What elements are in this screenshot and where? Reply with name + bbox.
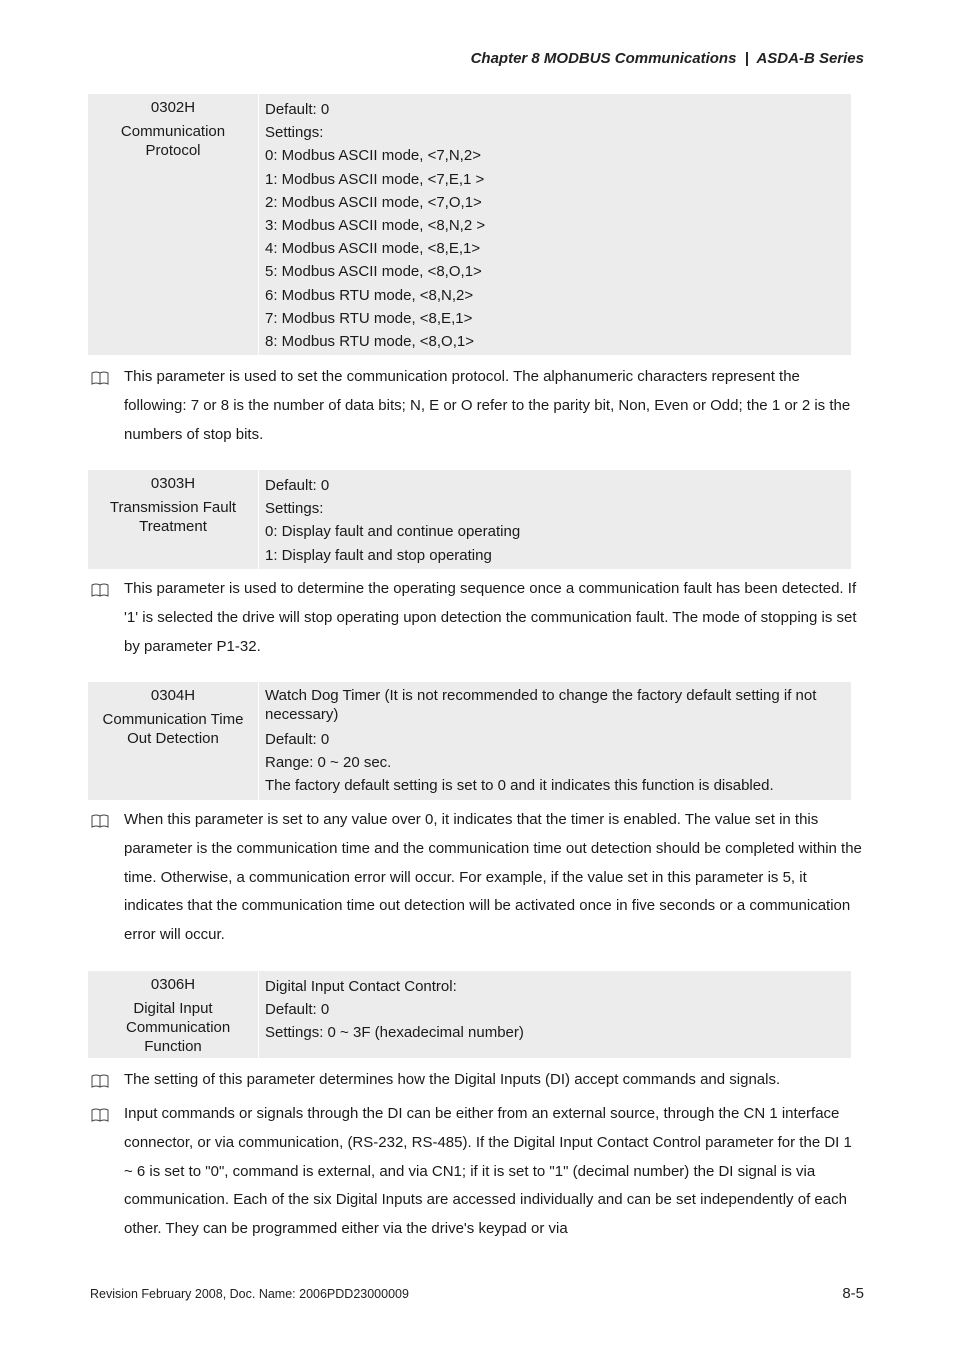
note-text: This parameter is used to determine the operating sequence once a communication fault has been detected. If '1' is selected the drive will stop operating upon detection the communication fault. The mode of stopping is set by parameter P1-32. [124,580,857,655]
setting-line: 3: Modbus ASCII mode, <8,N,2 > [265,217,486,235]
note-0303h [88,575,863,661]
setting-line: 0: Display fault and continue operating [265,523,521,541]
setting-line: The factory default setting is set to 0 and it indicates this function is disabled. [265,777,774,795]
param-name: Communication Protocol [120,123,226,159]
setting-line: 4: Modbus ASCII mode, <8,E,1> [265,240,481,258]
param-table-0306h [88,971,851,1058]
param-name: Communication Time Out Detection [102,711,244,747]
param-name: Digital Input Communication Function [126,1000,231,1055]
note-0306h-a [88,1066,863,1095]
param-table-0304h [88,682,851,800]
setting-line: Default: 0 [265,731,330,748]
param-settings-cell [259,94,851,355]
book-icon [88,575,124,661]
book-icon [88,1066,124,1095]
setting-line: 6: Modbus RTU mode, <8,N,2> [265,286,474,304]
param-id-cell [88,682,259,800]
setting-line: Default: 0 [265,1001,330,1019]
note-text: The setting of this parameter determines how the Digital Inputs (DI) accept commands and signals. [124,1071,781,1088]
param-code: 0306H [150,976,196,993]
param-code: 0302H [150,99,196,116]
setting-line: Default: 0 [265,477,330,494]
param-table-0302h [88,94,851,355]
note-text: This parameter is used to set the communication protocol. The alphanumeric characters represent the following: 7 or 8 is the number of data bits; N, E or O refer to the parity bit, Non, Even or Odd; the 1 or 2 is the numbers of stop bits. [124,368,851,443]
param-code: 0304H [150,687,196,704]
setting-line: 7: Modbus RTU mode, <8,E,1> [265,309,473,327]
note-0304h [88,806,863,950]
setting-line: 1: Display fault and stop operating [265,546,492,564]
setting-line: Default: 0 [265,101,330,118]
param-settings-cell [259,470,851,569]
setting-line: 0: Modbus ASCII mode, <7,N,2> [265,147,481,165]
param-id-cell [88,470,259,569]
note-text: Input commands or signals through the DI can be either from an external source, through the CN 1 interface connector, or via communication, (RS-232, RS-485). If the Digital Input Contact Control parameter for the DI 1 ~ 6 is set to "0", command is external, and via CN1; if it is set to "1" (decimal number) the DI signal is via communication. Each of the six Digital Inputs are accessed individually and can be set independently of each other. They can be programmed either via the drive's keypad or via [124,1105,852,1238]
param-name: Transmission Fault Treatment [109,499,237,535]
setting-line: Settings: [265,500,324,518]
note-0302h [88,363,863,449]
setting-line: 8: Modbus RTU mode, <8,O,1> [265,333,474,351]
book-icon [88,363,124,449]
series-title: ASDA-B Series [756,50,864,67]
param-settings-cell [259,971,851,1058]
setting-line: Settings: [265,124,324,142]
param-settings-cell [259,682,851,800]
setting-line: 1: Modbus ASCII mode, <7,E,1 > [265,170,485,188]
setting-line: Digital Input Contact Control: [265,978,457,995]
param-code: 0303H [150,475,196,492]
param-id-cell [88,94,259,355]
setting-line: Settings: 0 ~ 3F (hexadecimal number) [265,1024,524,1042]
note-text: When this parameter is set to any value over 0, it indicates that the timer is enabled. The value set in this parameter is the communication time and the communication time out detection should be completed within the time. Otherwise, a communication error will occur. For example, if the value set in this parameter is 5, it indicates that the communication time out detection will be activated once in five seconds or a communication error will occur. [124,811,862,944]
setting-line: 5: Modbus ASCII mode, <8,O,1> [265,263,482,281]
book-icon [88,806,124,950]
footer-revision: Revision February 2008, Doc. Name: 2006PDD23000009 [90,1287,409,1301]
setting-line: 2: Modbus ASCII mode, <7,O,1> [265,193,482,211]
param-table-0303h [88,470,851,569]
page-header [471,50,864,67]
setting-line: Range: 0 ~ 20 sec. [265,754,392,772]
param-id-cell [88,971,259,1058]
setting-line: Watch Dog Timer (It is not recommended to change the factory default setting if not necessary) [265,687,817,723]
note-0306h-b [88,1100,863,1244]
header-separator: | [744,50,749,67]
page-number: 8-5 [842,1285,864,1302]
chapter-title: Chapter 8 MODBUS Communications [470,50,737,67]
book-icon [88,1100,124,1244]
